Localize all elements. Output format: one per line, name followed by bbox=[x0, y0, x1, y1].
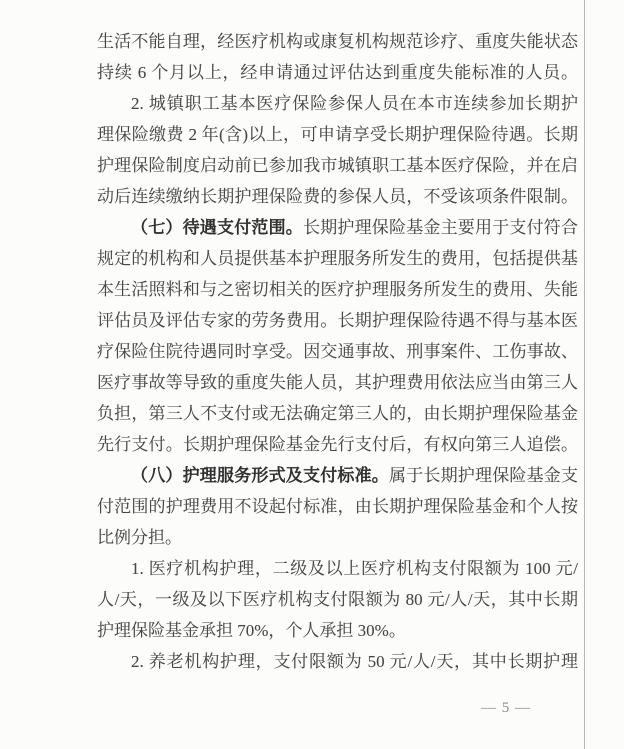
section-heading-line bbox=[97, 212, 578, 243]
line-text: 规定的机构和人员提供基本护理服务所发生的费用，包括提供基 bbox=[97, 249, 578, 268]
line-text: 2. 养老机构护理，支付限额为 50 元/人/天，其中长期护理 bbox=[131, 652, 578, 671]
text-line bbox=[97, 429, 578, 460]
text-line bbox=[97, 553, 578, 584]
line-text: 负担，第三人不支付或无法确定第三人的，由长期护理保险基金 bbox=[97, 404, 578, 423]
line-text: 2. 城镇职工基本医疗保险参保人员在本市连续参加长期护 bbox=[131, 94, 578, 113]
text-line bbox=[97, 336, 578, 367]
line-text: 理保险缴费 2 年(含)以上，可申请享受长期护理保险待遇。长期 bbox=[97, 125, 578, 144]
line-text: 人/天，一级及以下医疗机构支付限额为 80 元/人/天，其中长期 bbox=[97, 590, 578, 609]
section-heading-lead: （七）待遇支付范围。 bbox=[131, 218, 303, 237]
text-line bbox=[97, 243, 578, 274]
line-text: 持续 6 个月以上，经申请通过评估达到重度失能标准的人员。 bbox=[97, 63, 578, 82]
text-line bbox=[97, 584, 578, 615]
text-line bbox=[97, 367, 578, 398]
text-line bbox=[97, 398, 578, 429]
line-text: 评估员及评估专家的劳务费用。长期护理保险待遇不得与基本医 bbox=[97, 311, 578, 330]
line-text: 医疗事故等导致的重度失能人员，其护理费用依法应当由第三人 bbox=[97, 373, 578, 392]
line-text: 先行支付。长期护理保险基金先行支付后，有权向第三人追偿。 bbox=[97, 435, 578, 454]
line-text: 疗保险住院待遇同时享受。因交通事故、刑事案件、工伤事故、 bbox=[97, 342, 578, 361]
line-text: 1. 医疗机构护理，二级及以上医疗机构支付限额为 100 元/ bbox=[131, 559, 578, 578]
line-text: 生活不能自理，经医疗机构或康复机构规范诊疗、重度失能状态 bbox=[97, 32, 578, 51]
page-number: — 5 — bbox=[481, 700, 531, 716]
line-text: 护理保险基金承担 70%，个人承担 30%。 bbox=[97, 621, 406, 640]
line-text: 长期护理保险基金主要用于支付符合 bbox=[303, 218, 578, 237]
text-line bbox=[97, 88, 578, 119]
text-line bbox=[97, 491, 578, 522]
text-line bbox=[97, 150, 578, 181]
document-body bbox=[97, 26, 578, 677]
line-text: 动后连续缴纳长期护理保险费的参保人员，不受该项条件限制。 bbox=[97, 187, 578, 206]
text-line bbox=[97, 119, 578, 150]
text-line bbox=[97, 26, 578, 57]
section-heading-lead: （八）护理服务形式及支付标准。 bbox=[131, 466, 389, 485]
text-line bbox=[97, 615, 578, 646]
line-text: 本生活照料和与之密切相关的医疗护理服务所发生的费用、失能 bbox=[97, 280, 578, 299]
text-line bbox=[97, 181, 578, 212]
text-line bbox=[97, 522, 578, 553]
text-line bbox=[97, 57, 578, 88]
text-line bbox=[97, 646, 578, 677]
line-text: 付范围的护理费用不设起付标准，由长期护理保险基金和个人按 bbox=[97, 497, 578, 516]
section-heading-line bbox=[97, 460, 578, 491]
text-line bbox=[97, 305, 578, 336]
scan-edge-line bbox=[584, 0, 585, 749]
line-text: 属于长期护理保险基金支 bbox=[389, 466, 578, 485]
line-text: 护理保险制度启动前已参加我市城镇职工基本医疗保险，并在启 bbox=[97, 156, 578, 175]
text-line bbox=[97, 274, 578, 305]
line-text: 比例分担。 bbox=[97, 528, 182, 547]
